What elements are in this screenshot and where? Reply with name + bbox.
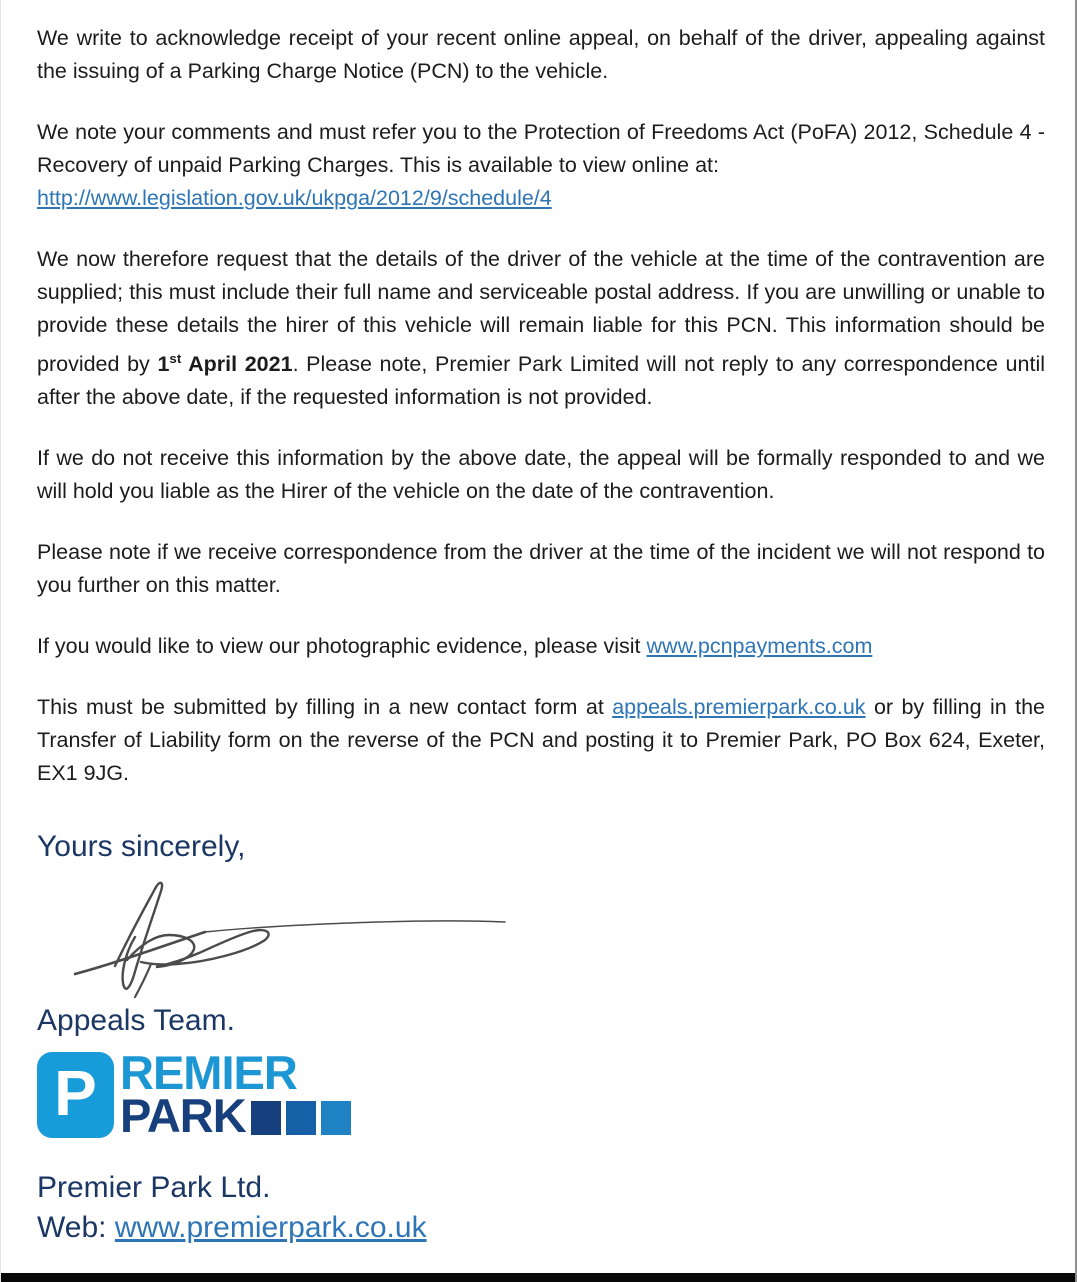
bottom-border-bar (1, 1273, 1075, 1282)
para-submission-instructions (37, 691, 1045, 790)
text-segment-bold: 1 (157, 352, 170, 377)
letter-footer (37, 1168, 1045, 1248)
closing-text: Yours sincerely, (37, 830, 246, 864)
logo-wordmark (120, 1046, 351, 1143)
web-line (37, 1208, 1045, 1248)
pcnpayments-link[interactable]: www.pcnpayments.com (646, 634, 873, 659)
signature-image (53, 874, 1045, 1000)
logo-p-square (37, 1052, 114, 1138)
logo-remier-text: REMIER (120, 1046, 297, 1100)
text-segment: or by filling in the Transfer of Liability form on the reverse of the PCN and posting it to Premier Park, PO Box 624, Exeter, EX1 9JG. (37, 695, 1045, 786)
para-pofa (37, 116, 1045, 215)
logo-square-3 (321, 1101, 351, 1135)
logo-square-2 (286, 1101, 316, 1135)
text-segment: We note your comments and must refer you to the Protection of Freedoms Act (PoFA) 2012, Schedule 4 - Recovery of unpaid Parking Charges. This is available to view online at: (37, 120, 1045, 177)
logo-square-1 (251, 1101, 281, 1135)
text-segment: This must be submitted by filling in a new contact form at (37, 695, 613, 720)
website-link[interactable]: www.premierpark.co.uk (114, 1211, 427, 1245)
para-photographic-evidence (37, 630, 1045, 663)
text-segment: We write to acknowledge receipt of your recent online appeal, on behalf of the driver, appealing against the issuing of a Parking Charge Notice (PCN) to the vehicle. (37, 26, 1045, 83)
text-segment-bold: April 2021 (181, 352, 293, 377)
para-driver-details-request (37, 243, 1045, 414)
logo-park-row (120, 1089, 351, 1143)
letter-body (37, 22, 1045, 790)
para-driver-correspondence (37, 536, 1045, 602)
premier-park-logo (37, 1046, 1045, 1143)
letter-content (1, 0, 1075, 1248)
appeals-form-link[interactable]: appeals.premierpark.co.uk (612, 695, 866, 720)
logo-p-letter: P (54, 1057, 97, 1130)
para-liability-warning (37, 442, 1045, 508)
text-segment: If we do not receive this information by the above date, the appeal will be formally responded to and we will hold you liable as the Hirer of the vehicle on the date of the contravention. (37, 446, 1045, 504)
para-acknowledge (37, 22, 1045, 88)
text-segment: . Please note, Premier Park Limited will not reply to any correspondence until after the above date, if the requested information is not provided. (37, 352, 1046, 410)
logo-park-text: PARK (120, 1089, 246, 1143)
signoff-text: Appeals Team. (37, 1004, 235, 1038)
text-segment-bold-sup: st (169, 351, 182, 366)
text-segment: If you would like to view our photographic evidence, please visit (37, 634, 647, 659)
text-segment: Please note if we receive correspondence from the driver at the time of the incident we will not respond to you further on this matter. (37, 540, 1045, 598)
web-label: Web: (37, 1211, 115, 1245)
company-name: Premier Park Ltd. (37, 1171, 271, 1205)
legislation-link[interactable]: http://www.legislation.gov.uk/ukpga/2012/9/schedule/4 (37, 186, 552, 210)
text-segment: We now therefore request that the details of the driver of the vehicle at the time of the contravention are supplied; this must include their full name and serviceable postal address. If you are unwilling or unable to provide these details the hirer of this vehicle will remain liable for this PCN. This information should be provided by (37, 247, 1045, 377)
